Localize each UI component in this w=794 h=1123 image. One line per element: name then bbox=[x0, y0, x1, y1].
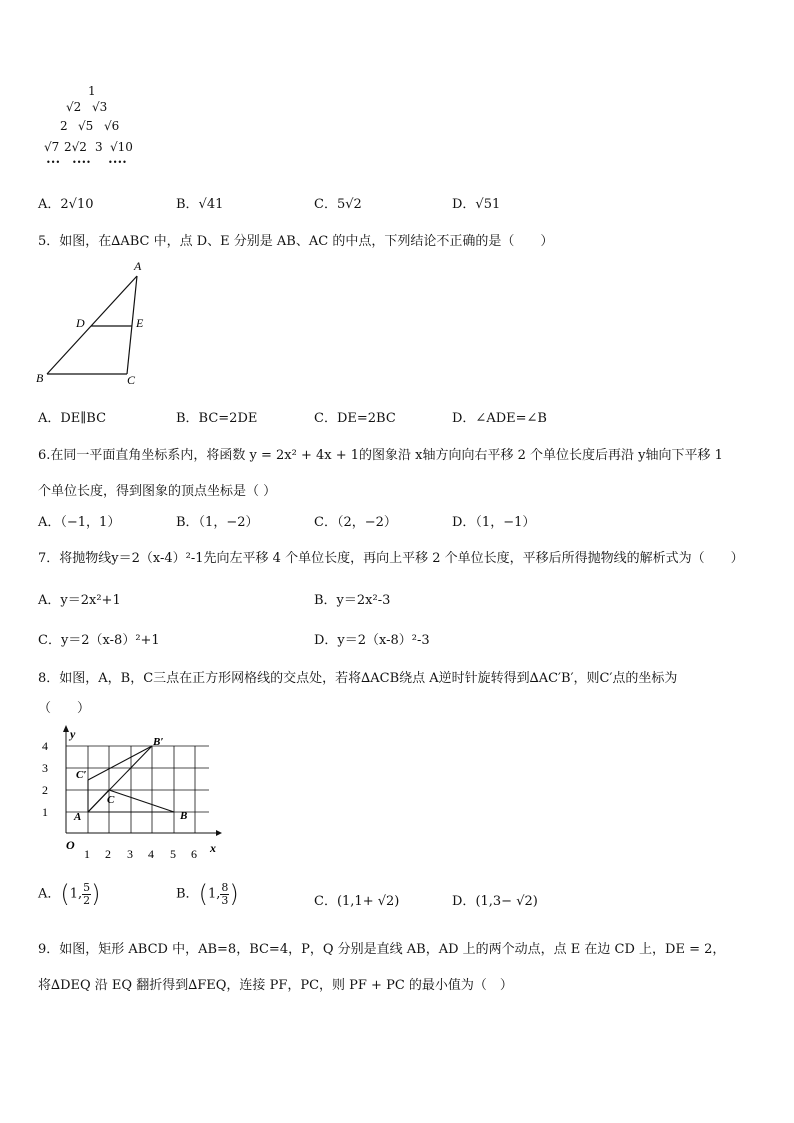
q7-option-a: A．y＝2x²+1 bbox=[38, 593, 121, 608]
q4-option-b: B．√41 bbox=[176, 197, 224, 212]
triangle-cell: √3 bbox=[92, 100, 108, 114]
triangle-cell: √6 bbox=[104, 119, 120, 133]
label-b: B bbox=[36, 371, 44, 385]
triangle-cell: √2 bbox=[66, 100, 82, 114]
triangle-cell: √10 bbox=[110, 140, 133, 154]
q8-option-a: A．(1, $\frac{5}{2}$ ) bbox=[38, 880, 101, 908]
label-c: C bbox=[127, 373, 136, 387]
q8-stem-line1: 8．如图，A，B，C三点在正方形网格线的交点处，若将∆ACB绕点 A逆时针旋转得到∆AC′B′，则C′点的坐标为 bbox=[38, 671, 678, 686]
q6-option-a: A．（−1，1） bbox=[38, 515, 121, 530]
q8-option-b: B．(1, $\frac{8}{3}$ ) bbox=[176, 880, 239, 908]
q5-option-d: D．∠ADE=∠B bbox=[452, 411, 547, 426]
x-tick-4: 4 bbox=[148, 847, 154, 861]
y-tick-3: 3 bbox=[42, 761, 48, 775]
q8-option-d: D．(1,3− √2) bbox=[452, 894, 538, 909]
q7-option-d: D．y＝2（x-8）²-3 bbox=[314, 633, 430, 648]
y-tick-1: 1 bbox=[42, 805, 48, 819]
q5-option-c: C．DE=2BC bbox=[314, 411, 396, 426]
q7-option-b: B．y＝2x²-3 bbox=[314, 593, 391, 608]
point-a-label: A bbox=[74, 811, 82, 823]
x-tick-3: 3 bbox=[127, 847, 133, 861]
triangle-cell: 2 bbox=[60, 119, 68, 133]
triangle-cell: √7 bbox=[44, 140, 60, 154]
triangle-cell: 3 bbox=[95, 140, 103, 154]
q8-grid-figure bbox=[30, 722, 230, 864]
q4-option-a: A．2√10 bbox=[38, 197, 94, 212]
x-tick-5: 5 bbox=[170, 847, 176, 861]
triangle-cell: √5 bbox=[78, 119, 94, 133]
y-tick-2: 2 bbox=[42, 783, 48, 797]
q7-option-c: C．y＝2（x-8）²+1 bbox=[38, 633, 160, 648]
q5-stem: 5．如图，在∆ABC 中，点 D、E 分别是 AB、AC 的中点，下列结论不正确的是（ ） bbox=[38, 234, 554, 249]
q6-option-b: B．（1，−2） bbox=[176, 515, 259, 530]
origin-label: O bbox=[66, 838, 75, 852]
label-d: D bbox=[76, 316, 85, 330]
point-c-prime-label: C′ bbox=[76, 769, 87, 781]
y-axis-arrow bbox=[63, 725, 69, 732]
point-b-prime-label: B′ bbox=[153, 736, 164, 748]
point-c-label: C bbox=[107, 794, 115, 806]
q5-triangle-figure bbox=[30, 258, 160, 390]
x-tick-6: 6 bbox=[191, 847, 197, 861]
q6-option-c: C．（2，−2） bbox=[314, 515, 397, 530]
x-tick-1: 1 bbox=[84, 847, 90, 861]
q4-option-d: D．√51 bbox=[452, 197, 501, 212]
grid-lines bbox=[66, 746, 209, 833]
triangle-dots: •••• bbox=[72, 158, 91, 167]
x-axis-arrow bbox=[216, 830, 222, 836]
triangle-dots: ••• bbox=[46, 158, 61, 167]
q6-stem-line2: 个单位长度，得到图象的顶点坐标是（ ） bbox=[38, 484, 277, 499]
triangle-dots: •••• bbox=[108, 158, 127, 167]
point-b-label: B bbox=[180, 810, 188, 822]
label-e: E bbox=[136, 316, 144, 330]
label-a: A bbox=[134, 259, 142, 273]
q8-stem-line2: （ ） bbox=[38, 701, 91, 716]
y-axis-label: y bbox=[70, 727, 76, 741]
q6-stem-line1: 6.在同一平面直角坐标系内，将函数 y = 2x² + 4x + 1的图象沿 x轴方向向右平移 2 个单位长度后再沿 y轴向下平移 1 bbox=[38, 448, 723, 463]
q9-stem-line1: 9．如图，矩形 ABCD 中，AB=8，BC=4，P，Q 分别是直线 AB，AD 上的两个动点，点 E 在边 CD 上，DE = 2， bbox=[38, 942, 726, 957]
triangle-cell: 2√2 bbox=[64, 140, 87, 154]
q9-stem-line2: 将∆DEQ 沿 EQ 翻折得到∆FEQ，连接 PF，PC，则 PF + PC 的最小值为（ ） bbox=[38, 978, 513, 993]
q5-option-a: A．DE∥BC bbox=[38, 411, 107, 426]
q8-option-c: C．(1,1+ √2) bbox=[314, 894, 400, 909]
q5-option-b: B．BC=2DE bbox=[176, 411, 258, 426]
q4-option-c: C．5√2 bbox=[314, 197, 362, 212]
y-tick-4: 4 bbox=[42, 739, 48, 753]
x-tick-2: 2 bbox=[105, 847, 111, 861]
q7-stem: 7．将抛物线y＝2（x-4）²-1先向左平移 4 个单位长度，再向上平移 2 个单位长度，平移后所得抛物线的解析式为（ ） bbox=[38, 551, 744, 566]
triangle-row1: 1 bbox=[88, 84, 96, 98]
q6-option-d: D．（1，−1） bbox=[452, 515, 536, 530]
x-axis-label: x bbox=[210, 841, 216, 855]
